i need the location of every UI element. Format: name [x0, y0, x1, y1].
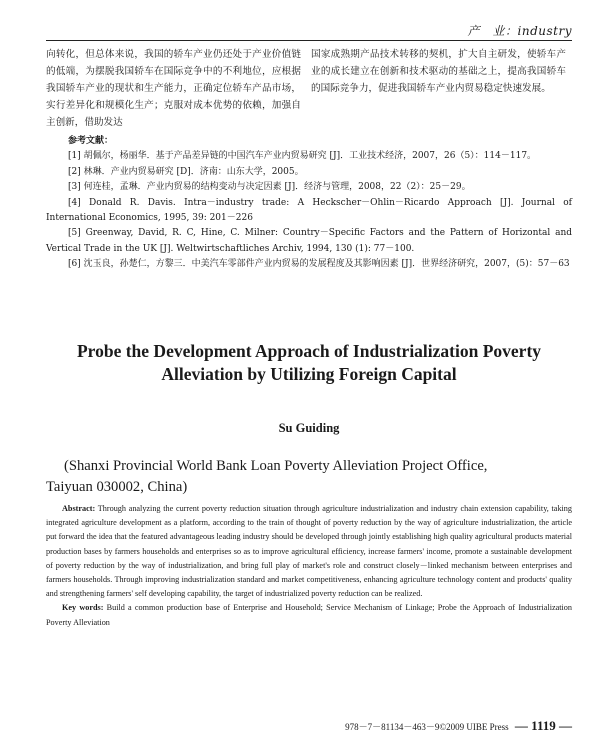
- isbn-text: 978－7－81134－463－9©2009 UIBE Press: [345, 722, 509, 732]
- abstract-section: [46, 502, 572, 630]
- page-number: — 1119 —: [514, 718, 572, 733]
- body-text-left-column: 向转化，但总体来说，我国的轿车产业仍还处于产业价值链的低端，为摆脱我国轿车在国际竞争中的不利地位，应根据我国轿车产业的现状和生产能力，正确定位轿车产品市场，实行差异化和规模化生产；克服对成本优势的依赖，加强自主创新，借助发达: [46, 49, 301, 128]
- reference-item: [4] Donald R. Davis. Intra－industry trade: A Heckscher－Ohlin－Ricardo Approach [J]. Journal of International Economics, 1995, 39: 201－226: [46, 197, 572, 224]
- reference-item: [3] 何连桂，孟琳．产业内贸易的结构变动与决定因素 [J]．经济与管理，2008，22（2）：25－29。: [68, 182, 471, 193]
- reference-item: [5] Greenway, David, R. C, Hine, C. Milner: Country－Specific Factors and the Pattern of Horizontal and Vertical Trade in the UK [J]. Weltwirtschaftliches Archiv, 1994, 130 (1): 77－100.: [46, 228, 572, 254]
- reference-item: [2] 林琳．产业内贸易研究 [D]．济南：山东大学，2005。: [68, 166, 304, 177]
- running-header: 产 业：industry: [467, 24, 572, 38]
- author-name: Su Guiding: [278, 421, 340, 435]
- abstract-text: Through analyzing the current poverty reduction situation through agriculture industrialization and industry chain extension capability, taking integrated agriculture development as a platform, according to the train of thought of poverty reduction by the way of agriculture industrialization, the article put forward the idea that the featured advantageous leading industry should be developed through jointly establishing high quality agricultural products material production bases by farmers households and enterprises so as to improve agricultural efficiency, increase farmers' income, promote a sustainable development of poverty reduction by the way of industrialization, and bring full play of market's role and construct closely－linked mechanism between enterprises and farmers households. Through improving industrialization standard and market competitiveness, enhancing agriculture technology content and products' quality and strengthening farmers' self developing capability, the target of industrialized poverty reduction can be realized.: [46, 504, 572, 599]
- article-title-line-1: Probe the Development Approach of Industrialization Poverty: [76, 341, 542, 361]
- affiliation-line-2: Taiyuan 030002, China): [46, 479, 188, 495]
- article-title: [46, 340, 572, 386]
- keywords-label: Key words:: [62, 603, 104, 613]
- affiliation: [46, 456, 572, 498]
- keywords-text: Build a common production base of Enterprise and Household; Service Mechanism of Linkage; Probe the Approach of Industrialization Poverty Alleviation: [46, 603, 572, 627]
- header-rule: [46, 40, 572, 41]
- reference-item: [6] 沈玉良，孙楚仁，方黎三．中美汽车零部件产业内贸易的发展程度及其影响因素 [J]．世界经济研究，2007，(5)：57－63: [68, 259, 570, 270]
- abstract-paragraph: [46, 502, 572, 601]
- abstract-label: Abstract:: [62, 504, 96, 513]
- article-title-line-2: Alleviation by Utilizing Foreign Capital: [161, 364, 457, 384]
- keywords-paragraph: [46, 601, 572, 629]
- reference-item: [1] 胡佩尔，杨丽华．基于产品差异链的中国汽车产业内贸易研究 [J]．工业技术经济，2007，26（5）：114－117。: [68, 151, 537, 162]
- body-text-right-column: 国家成熟期产品技术转移的契机，扩大自主研发，使轿车产业的成长建立在创新和技术驱动的基础之上，提高我国轿车的国际竞争力，促进我国轿车产业内贸易稳定快速发展。: [311, 49, 566, 94]
- page-footer: [345, 718, 572, 734]
- references-title: 参考文献：: [68, 136, 114, 146]
- affiliation-line-1: (Shanxi Provincial World Bank Loan Poverty Alleviation Project Office,: [64, 458, 488, 474]
- references-section: [46, 134, 572, 273]
